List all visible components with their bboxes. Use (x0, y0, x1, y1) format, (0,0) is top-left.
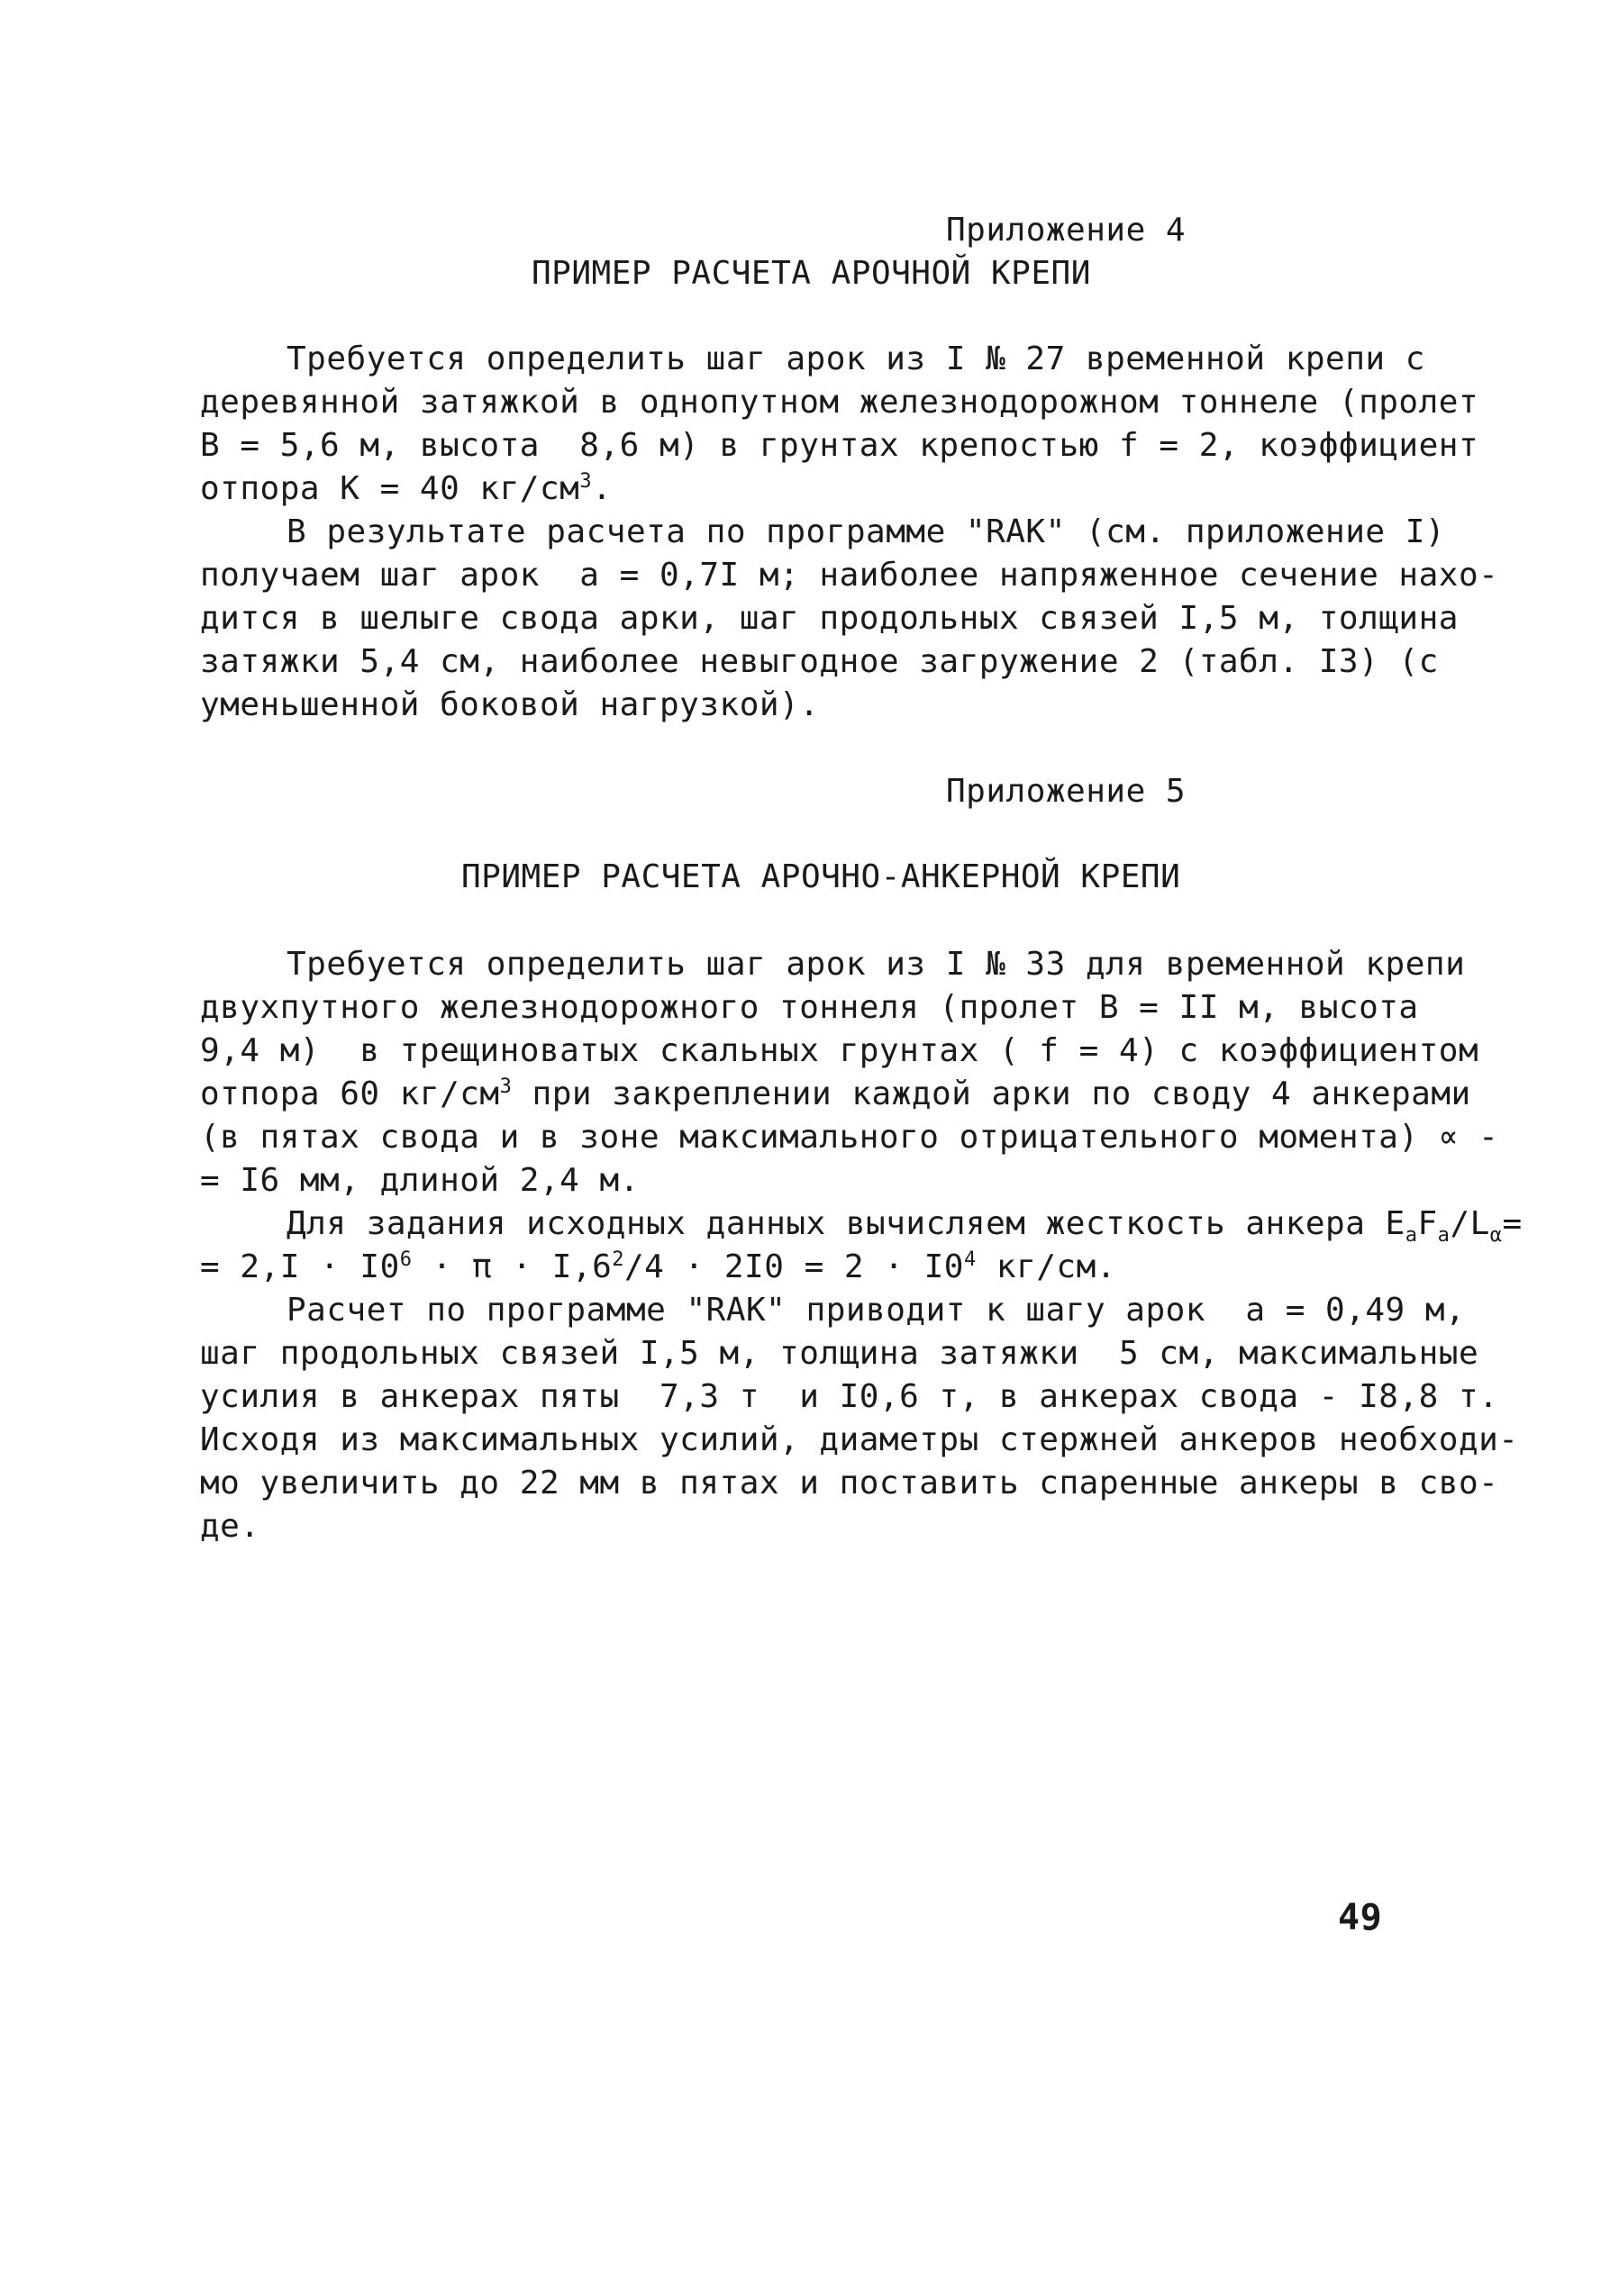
appendix-4-label: Приложение 4 (946, 212, 1187, 249)
appendix-5-label: Приложение 5 (946, 773, 1187, 810)
appendix-5-title: ПРИМЕР РАСЧЕТА АРОЧНО-АНКЕРНОЙ КРЕПИ (461, 858, 1181, 895)
appendix-5-para1-line1: Требуется определить шаг арок из I № 33 для временной крепи (287, 946, 1466, 983)
appendix-5-para3-line6: де. (200, 1508, 260, 1545)
appendix-4-para2-line3: дится в шелыге свода арки, шаг продольных связей I,5 м, толщина (200, 600, 1459, 637)
appendix-4-para2-line1: В результате расчета по программе "RAK" (см. приложение I) (287, 513, 1446, 550)
appendix-4-para1-line1: Требуется определить шаг арок из I № 27 временной крепи с (287, 340, 1425, 377)
appendix-4-para1-line3: В = 5,6 м, высота 8,6 м) в грунтах крепостью f = 2, коэффициент (200, 427, 1479, 464)
appendix-4-para2-line4: затяжки 5,4 см, наиболее невыгодное загружение 2 (табл. I3) (с (200, 643, 1439, 680)
appendix-4-para1-line2: деревянной затяжкой в однопутном железнодорожном тоннеле (пролет (200, 384, 1479, 421)
appendix-4-title: ПРИМЕР РАСЧЕТА АРОЧНОЙ КРЕПИ (532, 255, 1091, 292)
appendix-4-para2-line2: получаем шаг арок a = 0,7I м; наиболее напряженное сечение нахо- (200, 557, 1499, 594)
appendix-5-para1-line2: двухпутного железнодорожного тоннеля (пролет В = II м, высота (200, 989, 1419, 1026)
page-number: 49 (1338, 1897, 1383, 1938)
appendix-5-para1-line4: отпора 60 $кг/см^3$ при закреплении каждой арки по своду 4 анкерами (200, 1075, 1471, 1112)
appendix-4-para2-line5: уменьшенной боковой нагрузкой). (200, 686, 820, 723)
appendix-5-para3-line2: шаг продольных связей I,5 м, толщина затяжки 5 см, максимальные (200, 1335, 1479, 1372)
appendix-5-para1-line3: 9,4 м) в трещиноватых скальных грунтах ( f = 4) с коэффициентом (200, 1032, 1479, 1069)
appendix-4-para1-line4: отпора К = 40 $кг/см^3$. (200, 470, 613, 507)
appendix-5-para1-line6: = I6 мм, длиной 2,4 м. (200, 1162, 640, 1199)
appendix-5-para3-line4: Исходя из максимальных усилий, диаметры стержней анкеров необходи- (200, 1421, 1519, 1458)
appendix-5-para3-line1: Расчет по программе "RAK" приводит к шагу арок a = 0,49 м, (287, 1292, 1466, 1329)
appendix-5-para3-line3: усилия в анкерах пяты 7,3 т и I0,6 т, в анкерах свода - I8,8 т. (200, 1378, 1499, 1415)
appendix-5-para2-line1: Для задания исходных данных вычисляем жесткость анкера $E_aF_a/L_\alpha=$ (287, 1205, 1523, 1248)
appendix-5-para2-line2: = $2,I \cdot I0^6 \cdot \pi \cdot I,6^2/4 \cdot 2I0 = 2 \cdot I0^4$ кг/см. (200, 1248, 1116, 1285)
appendix-5-para3-line5: мо увеличить до 22 мм в пятах и поставить спаренные анкеры в сво- (200, 1465, 1499, 1502)
appendix-5-para1-line5: (в пятах свода и в зоне максимального отрицательного момента) ∝ - (200, 1119, 1499, 1156)
